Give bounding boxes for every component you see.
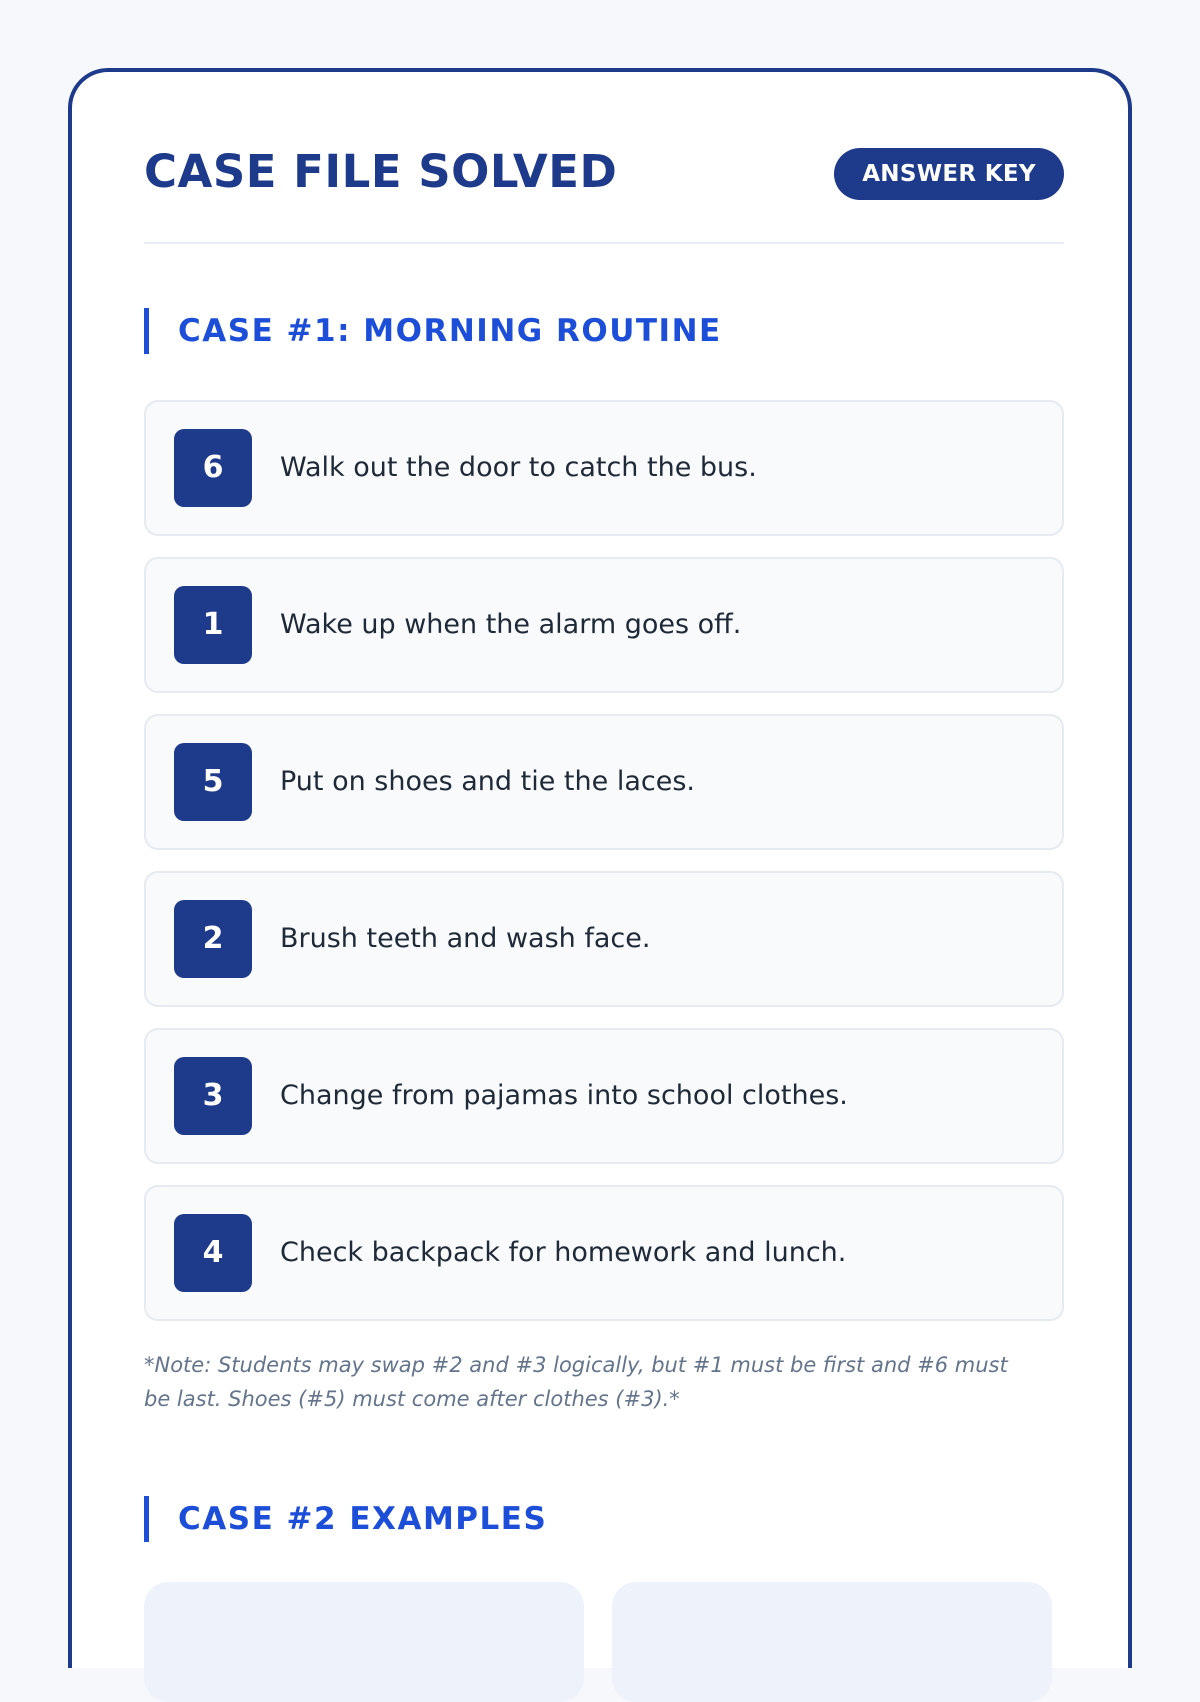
case2-heading: CASE #2 EXAMPLES	[144, 1496, 1044, 1542]
step-item	[144, 871, 1064, 1007]
step-text: Put on shoes and tie the laces.	[280, 766, 695, 797]
step-number-badge: 1	[174, 586, 252, 664]
card-header	[144, 144, 1064, 244]
answer-key-card	[68, 68, 1132, 1668]
case1-note: *Note: Students may swap #2 and #3 logically, but #1 must be first and #6 must be last. Shoes (#5) must come after clothes (#3).*	[144, 1353, 1008, 1411]
step-item	[144, 1028, 1064, 1164]
step-number-badge: 3	[174, 1057, 252, 1135]
step-item	[144, 1185, 1064, 1321]
case1-steps-list	[144, 400, 1064, 1342]
step-number-badge: 2	[174, 900, 252, 978]
step-text: Wake up when the alarm goes off.	[280, 609, 742, 640]
step-number-badge: 5	[174, 743, 252, 821]
case2-example-card	[144, 1582, 584, 1702]
step-item	[144, 557, 1064, 693]
step-number-badge: 6	[174, 429, 252, 507]
case2-example-card	[612, 1582, 1052, 1702]
step-item	[144, 400, 1064, 536]
step-number-badge: 4	[174, 1214, 252, 1292]
case1-heading: CASE #1: MORNING ROUTINE	[144, 308, 1044, 354]
step-text: Check backpack for homework and lunch.	[280, 1237, 847, 1268]
answer-key-badge: ANSWER KEY	[834, 148, 1064, 200]
step-text: Walk out the door to catch the bus.	[280, 452, 757, 483]
step-item	[144, 714, 1064, 850]
step-text: Change from pajamas into school clothes.	[280, 1080, 848, 1111]
step-text: Brush teeth and wash face.	[280, 923, 651, 954]
page-title: CASE FILE SOLVED	[144, 145, 618, 198]
